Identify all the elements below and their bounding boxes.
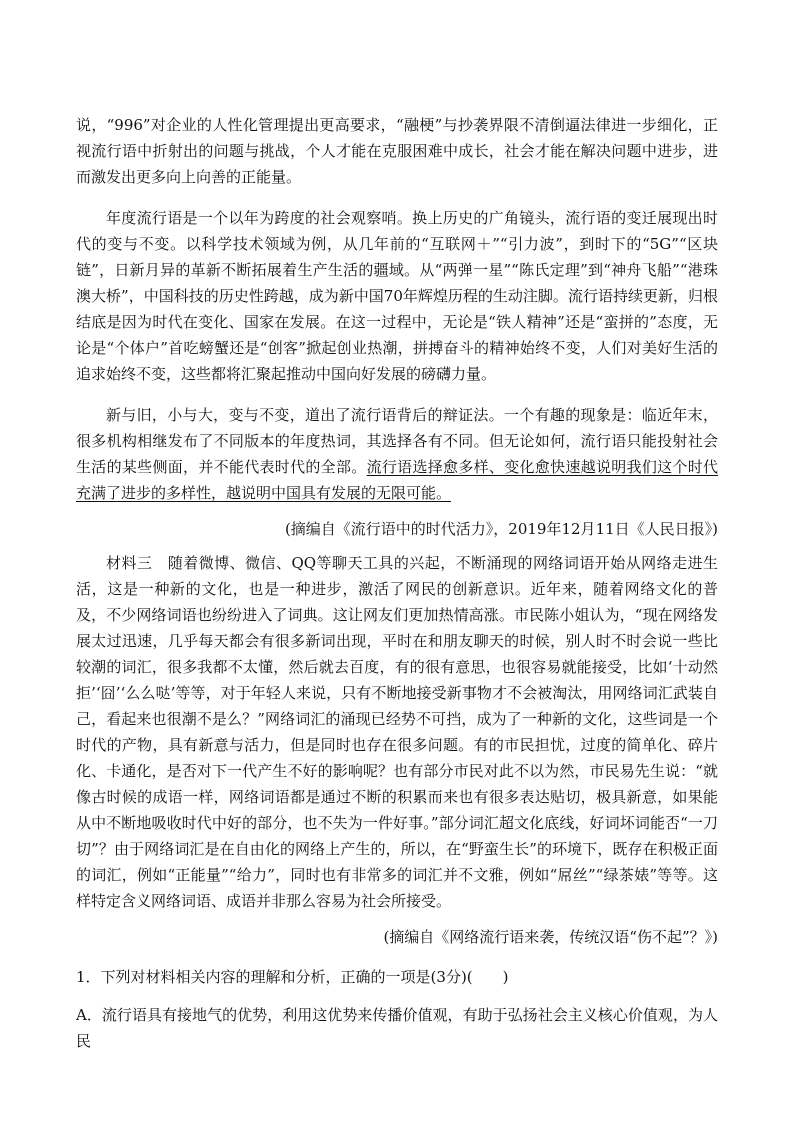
material2-paragraph-2: 年度流行语是一个以年为跨度的社会观察哨。换上历史的广角镜头，流行语的变迁展现出时代的变与不变。以科学技术领域为例，从几年前的“互联网＋”“引力波”，到时下的“5G”“区块链”，日新月异的革新不断拓展着生产生活的疆域。从“两弹一星”“陈氏定理”到“神舟飞船”“港珠澳大桥”，中国科技的历史性跨越，成为新中国70年辉煌历程的生动注脚。流行语持续更新，归根结底是因为时代在变化、国家在发展。在这一过程中，无论是“铁人精神”还是“蛮拼的”态度，无论是“个体户”首吃螃蟹还是“创客”掀起创业热潮，拼搏奋斗的精神始终不变，人们对美好生活的追求始终不变，这些都将汇聚起推动中国向好发展的磅礴力量。 (76, 209, 718, 383)
underlined-sentence: 流行语选择愈多样、变化愈快速越说明我们这个时代充满了进步的多样性，越说明中国具有发展的无限可能。 (76, 458, 718, 502)
question-1-stem: 1．下列对材料相关内容的理解和分析，正确的一项是(3分)( ) (76, 968, 509, 986)
material3-source: (摘编自《网络流行语来袭，传统汉语“伤不起”？》) (383, 928, 718, 946)
material2-paragraph-3-text: 新与旧，小与大，变与不变，道出了流行语背后的辩证法。一个有趣的现象是：临近年末，很多机构相继发布了不同版本的年度热词，其选择各有不同。但无论如何，流行语只能投射社会生活的某些侧面，并不能代表时代的全部。 (76, 406, 718, 476)
material3-paragraph: 材料三 随着微博、微信、QQ等聊天工具的兴起，不断涌现的网络词语开始从网络走进生活，这是一种新的文化，也是一种进步，激活了网民的创新意识。近年来，随着网络文化的普及，不少网络词语也纷纷进入了词典。这让网友们更加热情高涨。市民陈小姐认为，“现在网络发展太过迅速，几乎每天都会有很多新词出现，平时在和朋友聊天的时候，别人时不时会说一些比较潮的词汇，很多我都不太懂，然后就去百度，有的很有意思，也很容易就能接受，比如‘十动然拒’‘囧’‘么么哒’等等，对于年轻人来说，只有不断地接受新事物才不会被淘汰，用网络词汇武装自己，看起来也很潮不是么？”网络词汇的涌现已经势不可挡，成为了一种新的文化，这些词是一个时代的产物，具有新意与活力，但是同时也存在很多问题。有的市民担忧，过度的简单化、碎片化、卡通化，是否对下一代产生不好的影响呢？也有部分市民对此不以为然，市民易先生说：“就像古时候的成语一样，网络词语都是通过不断的积累而来也有很多表达贴切，极具新意，如果能从中不断地吸收时代中好的部分，也不失为一件好事。”部分词汇超文化底线，好词坏词能否“一刀切”？由于网络词汇是在自由化的网络上产生的，所以，在“野蛮生长”的环境下，既存在积极正面的词汇，例如“正能量”“给力”，同时也有非常多的词汇并不文雅，例如“屌丝”“绿茶婊”等等。这样特定含义网络词语、成语并非那么容易为社会所接受。 (76, 554, 718, 910)
question-1-option-a: A．流行语具有接地气的优势，利用这优势来传播价值观，有助于弘扬社会主义核心价值观，为人民 (76, 1006, 718, 1050)
material2-paragraph-tail: 说，“996”对企业的人性化管理提出更高要求，“融梗”与抄袭界限不清倒逼法律进一步细化，正视流行语中折射出的问题与挑战，个人才能在克服困难中成长，社会才能在解决问题中进步，进而激发出更多向上向善的正能量。 (76, 116, 718, 186)
document-page (76, 112, 718, 1054)
material2-source: (摘编自《流行语中的时代活力》，2019年12月11日《人民日报》) (284, 520, 718, 538)
material2-paragraph-3 (76, 402, 718, 506)
